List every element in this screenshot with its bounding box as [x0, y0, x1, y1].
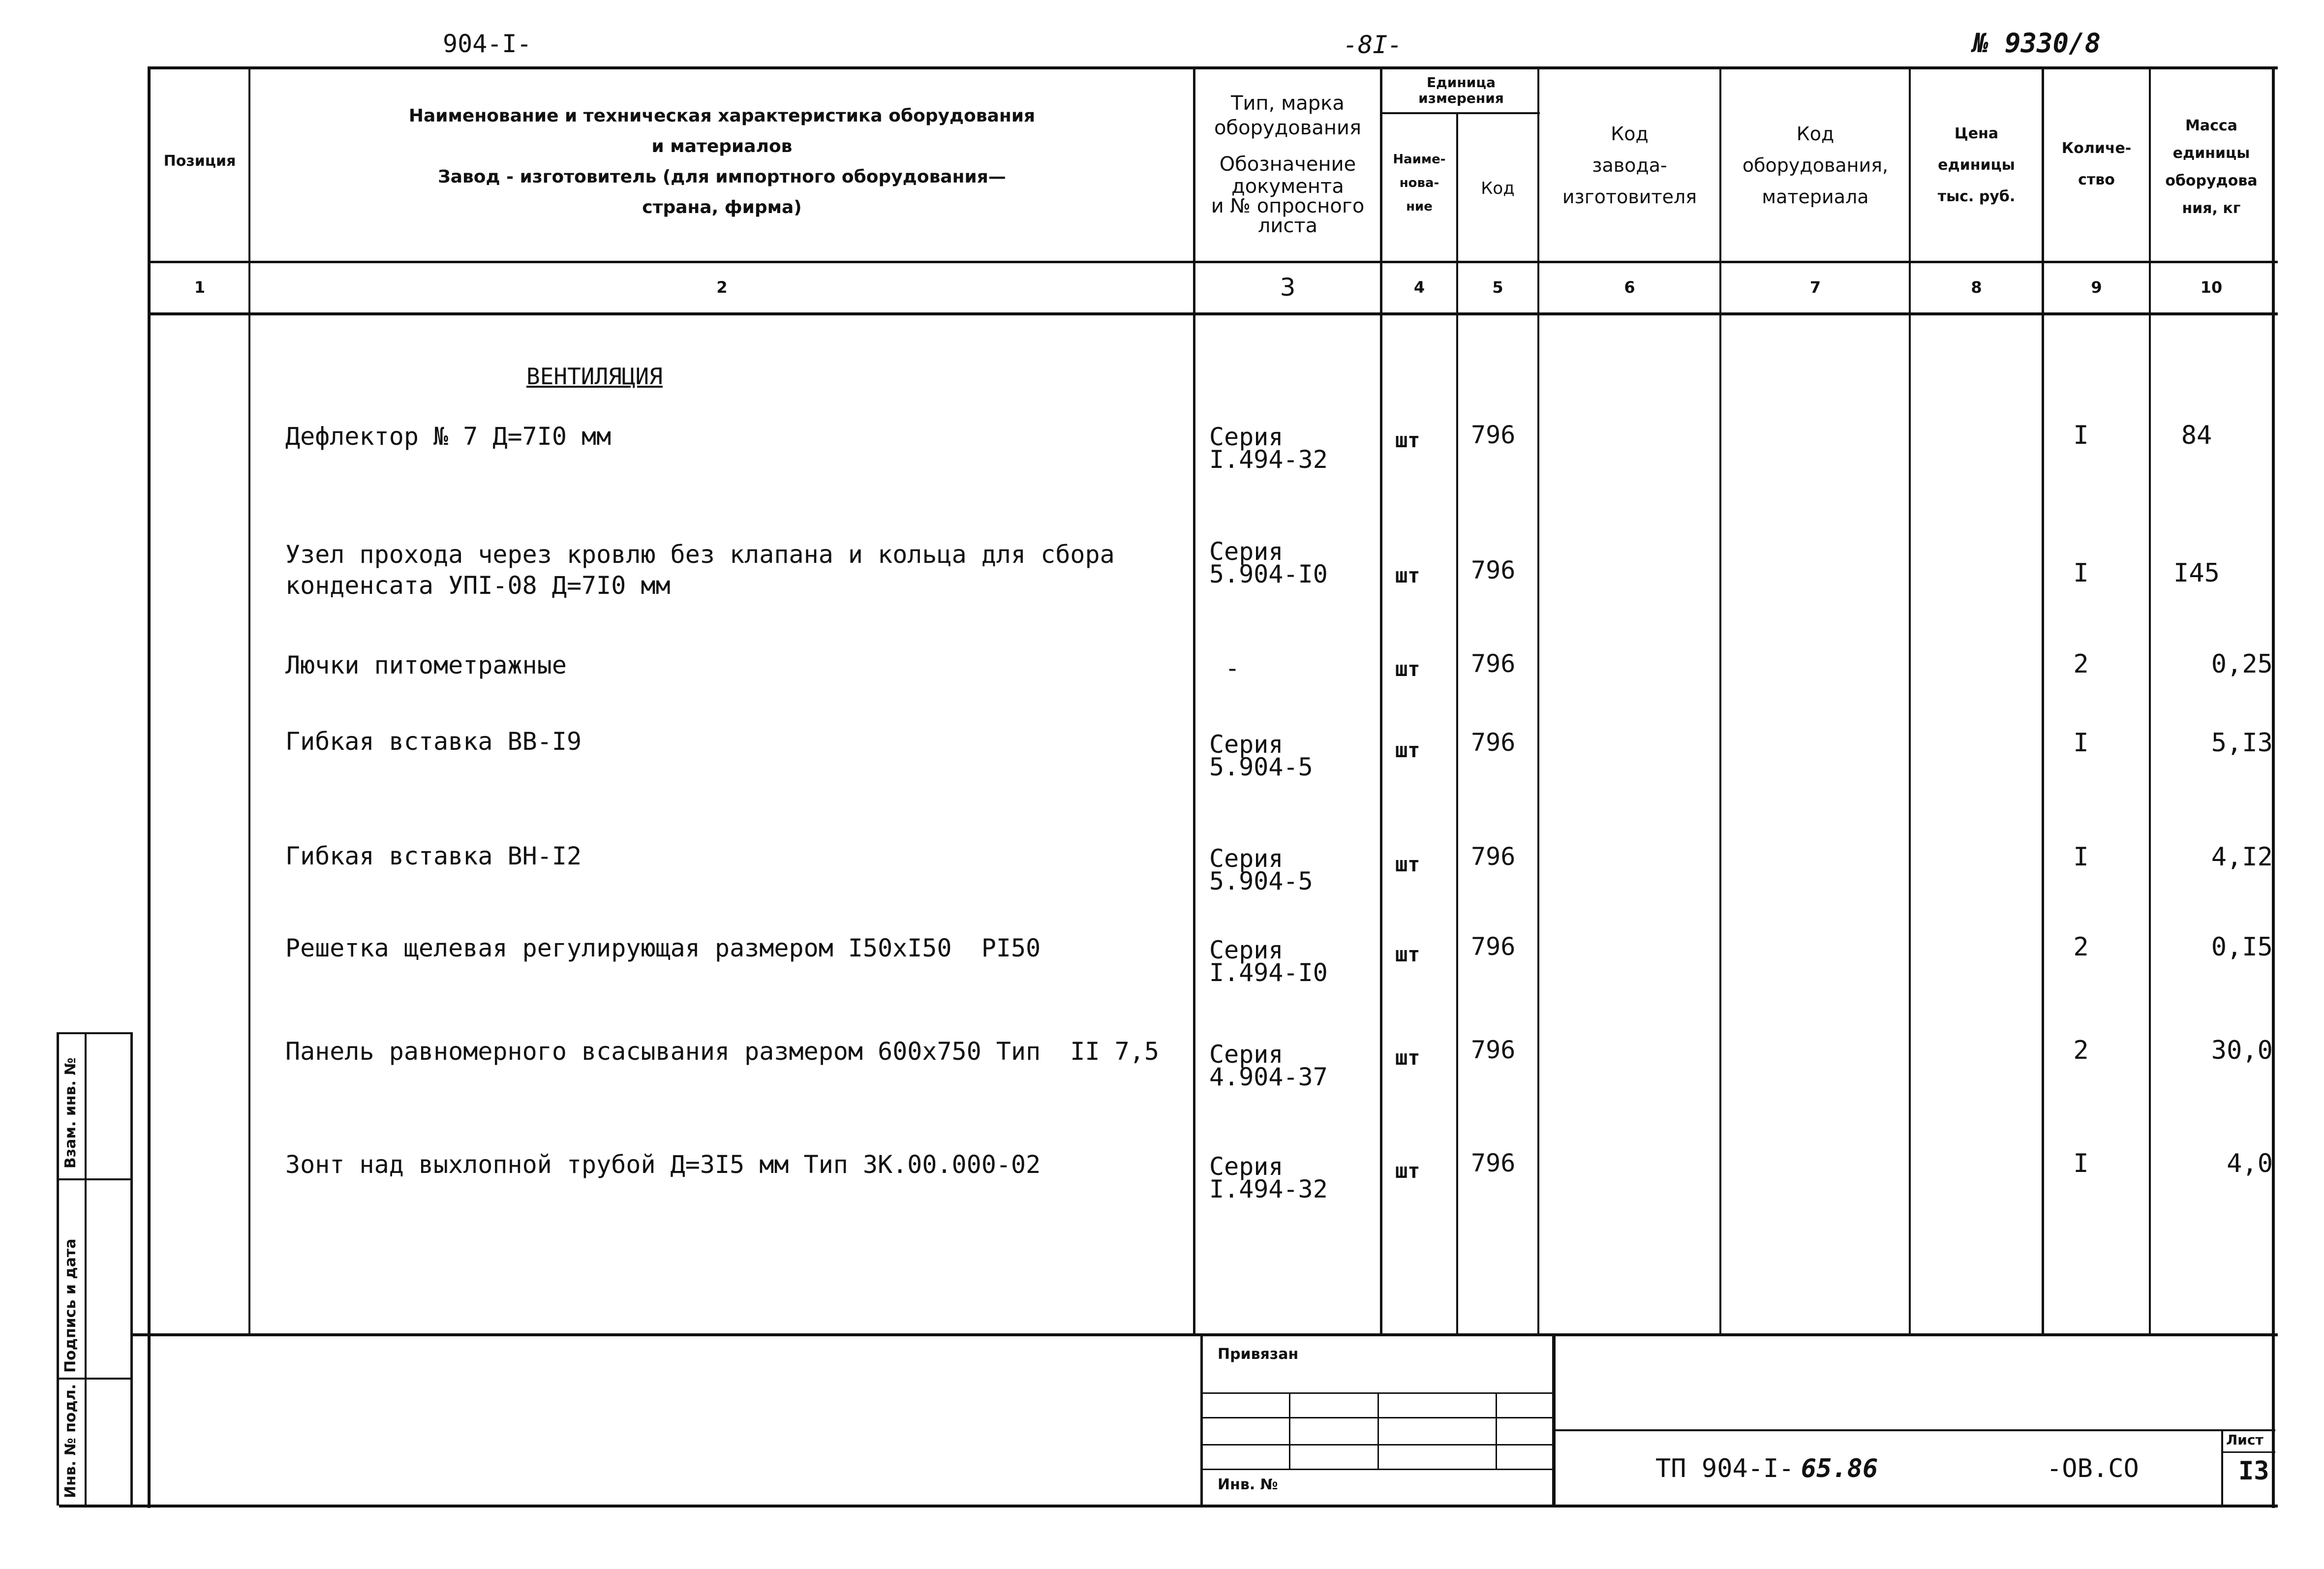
title-block-rule [1555, 1429, 2275, 1431]
row-4-doc-line-1: Серия [1209, 730, 1284, 759]
row-7-doc [1209, 1040, 1328, 1091]
row-8-mass: 4,0 [2227, 1149, 2273, 1178]
header-doc-line-3: и № опросного [1211, 195, 1365, 217]
row-8-doc-line-2: I.494-32 [1209, 1175, 1328, 1203]
row-5-code: 796 [1471, 842, 1516, 871]
header-doc-line-1: Обозначение [1219, 153, 1356, 176]
col-number-3: 3 [1280, 273, 1296, 302]
row-7-doc-line-1: Серия [1209, 1040, 1284, 1069]
col-divider-5 [1537, 66, 1539, 1333]
page-number: -8I- [1343, 31, 1403, 59]
row-2-mass: I45 [2173, 558, 2220, 588]
col-number-9: 9 [2091, 278, 2102, 297]
header-equip-line-3: материала [1762, 186, 1869, 208]
doc-code-print: ТП 904-I- [1655, 1454, 1794, 1483]
row-2-doc-line-2: 5.904-I0 [1209, 560, 1328, 588]
side-strip-top [57, 1032, 133, 1034]
sheet-number: I3 [2238, 1456, 2269, 1486]
sheet-label: Лист [2226, 1432, 2263, 1448]
row-4-name-line-1: Гибкая вставка ВВ-I9 [285, 727, 582, 756]
row-3-code: 796 [1471, 649, 1516, 678]
header-name [251, 101, 1193, 223]
header-type-line-2: оборудования [1214, 117, 1362, 139]
row-4-doc-line-2: 5.904-5 [1209, 753, 1313, 781]
row-7-mass: 30,0 [2211, 1036, 2273, 1065]
table-top-border [148, 66, 2278, 69]
col-number-7: 7 [1809, 278, 1821, 297]
row-1-name-line-1: Дефлектор № 7 Д=7I0 мм [285, 422, 612, 451]
col-divider-9 [2149, 66, 2151, 1333]
header-mass [2151, 112, 2272, 222]
row-1-doc-line-1: Серия [1209, 423, 1284, 451]
sheet-cell-rule [2221, 1451, 2275, 1453]
row-7-name-line-1: Панель равномерного всасывания размером 600х750 Тип II 7,5 [285, 1037, 1160, 1066]
side-strip-div-1 [57, 1178, 133, 1180]
row-8-doc-line-1: Серия [1209, 1152, 1284, 1181]
header-factory-line-1: Код [1611, 123, 1649, 145]
row-6-unit: шт [1395, 942, 1420, 966]
col-number-5: 5 [1492, 278, 1503, 297]
stamp-privyazan: Привязан [1218, 1346, 1299, 1363]
side-label-signature: Подпись и дата [62, 1238, 79, 1373]
row-2-quantity: I [2073, 558, 2089, 588]
row-7-doc-line-2: 4.904-37 [1209, 1063, 1328, 1091]
row-8-name-line-1: Зонт над выхлопной трубой Д=3I5 мм Тип ЗК.00.000-02 [285, 1150, 1041, 1179]
header-price-line-2: единицы [1938, 156, 2015, 174]
row-1-code: 796 [1471, 421, 1516, 449]
header-type [1195, 91, 1380, 236]
col-divider-3 [1380, 66, 1382, 1333]
col-number-1: 1 [194, 278, 206, 297]
header-unit-name-line-2: нова- [1399, 176, 1439, 190]
header-name-line-2: и материалов [651, 136, 793, 156]
row-3-doc-line-1: - [1225, 654, 1240, 682]
row-1-quantity: I [2073, 421, 2089, 450]
stamp-grid-h1 [1200, 1392, 1554, 1394]
header-name-line-1: Наименование и техническая характеристика оборудования [408, 106, 1036, 126]
row-4-quantity: I [2073, 728, 2089, 758]
sheet-cell-left [2221, 1429, 2223, 1506]
header-price-line-3: тыс. руб. [1937, 188, 2016, 205]
stamp-grid-v1 [1289, 1392, 1290, 1470]
row-2-doc-line-1: Серия [1209, 537, 1284, 566]
header-position: Позиция [163, 153, 236, 170]
row-2-name-line-1: Узел прохода через кровлю без клапана и кольца для сбора [285, 540, 1115, 569]
header-mass-line-3: оборудова [2165, 172, 2258, 189]
side-label-replacement: Взам. инв. № [62, 1057, 79, 1169]
colnum-rule [148, 312, 2278, 315]
section-title: ВЕНТИЛЯЦИЯ [526, 363, 663, 390]
row-4-code: 796 [1471, 728, 1516, 757]
header-unit-name-line-3: ние [1406, 199, 1433, 214]
footer-rule [133, 1333, 2278, 1336]
row-5-mass: 4,I2 [2211, 842, 2273, 872]
doc-code-handwritten: 65.86 [1801, 1454, 1878, 1483]
row-6-code: 796 [1471, 932, 1516, 961]
header-unit-name-line-1: Наиме- [1393, 152, 1446, 167]
doc-suffix: -ОВ.СО [2047, 1454, 2139, 1483]
header-unit-code: Код [1481, 179, 1515, 198]
header-mass-line-2: единицы [2172, 145, 2250, 162]
side-strip-left [57, 1033, 59, 1506]
row-5-doc-line-1: Серия [1209, 844, 1284, 873]
row-3-mass: 0,25 [2211, 649, 2273, 679]
stamp-left-border [1200, 1334, 1203, 1507]
col-divider-1 [248, 66, 250, 1333]
stamp-right-border [1552, 1334, 1556, 1507]
row-7-quantity: 2 [2073, 1036, 2089, 1065]
side-strip-mid [85, 1033, 87, 1506]
row-1-doc [1209, 423, 1328, 474]
row-3-name-line-1: Лючки питометражные [285, 651, 567, 679]
header-mass-line-4: ния, кг [2182, 200, 2241, 217]
table-right-border [2272, 66, 2275, 1508]
side-strip-right [130, 1033, 133, 1506]
row-5-unit: шт [1395, 852, 1420, 876]
header-type-line-1: Тип, марка [1231, 92, 1345, 115]
col-divider-7 [1909, 66, 1911, 1333]
side-label-inventory: Инв. № подл. [62, 1384, 79, 1498]
header-equip-line-2: оборудования, [1742, 154, 1889, 176]
row-6-quantity: 2 [2073, 932, 2089, 962]
row-6-doc [1209, 936, 1328, 987]
header-mass-line-1: Масса [2185, 117, 2237, 134]
unit-group-rule [1380, 112, 1540, 114]
col-divider-8 [2042, 66, 2044, 1333]
col-number-2: 2 [716, 278, 728, 297]
stamp-grid-h2 [1200, 1417, 1554, 1418]
row-5-doc [1209, 844, 1313, 895]
row-2-unit: шт [1395, 563, 1420, 587]
header-factory-line-3: изготовителя [1562, 186, 1697, 208]
row-8-code: 796 [1471, 1149, 1516, 1177]
row-2-name-line-2: конденсата УПI-08 Д=7I0 мм [285, 571, 671, 600]
header-unit-name [1382, 148, 1456, 218]
header-factory [1540, 118, 1719, 213]
row-6-mass: 0,I5 [2211, 932, 2273, 962]
row-7-code: 796 [1471, 1036, 1516, 1064]
row-8-quantity: I [2073, 1149, 2089, 1178]
header-name-line-4: страна, фирма) [642, 197, 802, 217]
stamp-inventory: Инв. № [1218, 1476, 1278, 1493]
col-divider-2 [1193, 66, 1195, 1333]
row-4-unit: шт [1395, 738, 1420, 762]
row-4-mass: 5,I3 [2211, 728, 2273, 758]
row-5-quantity: I [2073, 842, 2089, 872]
doc-code [1655, 1454, 1878, 1483]
header-qty-line-2: ство [2078, 171, 2115, 188]
header-quantity [2044, 133, 2149, 196]
header-doc-line-2: документа [1231, 175, 1344, 198]
row-5-name-line-1: Гибкая вставка ВН-I2 [285, 842, 582, 870]
document-number: № 9330/8 [1973, 28, 2101, 59]
row-3-doc [1225, 654, 1240, 682]
header-name-line-3: Завод - изготовитель (для импортного оборудования— [438, 167, 1006, 187]
row-4-doc [1209, 730, 1313, 781]
row-1-mass: 84 [2181, 421, 2212, 450]
stamp-grid-v3 [1496, 1392, 1497, 1470]
header-qty-line-1: Количе- [2061, 140, 2132, 157]
header-factory-line-2: завода- [1592, 154, 1667, 176]
side-strip-div-2 [57, 1378, 133, 1380]
row-8-unit: шт [1395, 1159, 1420, 1183]
header-unit-line-2: измерения [1418, 90, 1504, 106]
row-2-code: 796 [1471, 556, 1516, 585]
row-7-unit: шт [1395, 1046, 1420, 1070]
header-price-line-1: Цена [1954, 125, 1999, 142]
col-number-4: 4 [1413, 278, 1425, 297]
header-doc-line-4: листа [1257, 215, 1318, 237]
stamp-grid-h4 [1200, 1469, 1554, 1470]
header-price [1911, 118, 2042, 213]
stamp-grid-h3 [1200, 1444, 1554, 1446]
header-unit-line-1: Единица [1427, 74, 1496, 91]
row-5-doc-line-2: 5.904-5 [1209, 867, 1313, 895]
col-number-8: 8 [1971, 278, 1982, 297]
col-number-10: 10 [2200, 278, 2223, 297]
col-number-6: 6 [1624, 278, 1635, 297]
row-2-doc [1209, 537, 1328, 588]
row-3-unit: шт [1395, 657, 1420, 681]
row-3-quantity: 2 [2073, 649, 2089, 679]
row-1-unit: шт [1395, 428, 1420, 452]
header-equipment [1722, 118, 1909, 213]
table-bottom-border [59, 1505, 2278, 1507]
row-6-name-line-1: Решетка щелевая регулирующая размером I50хI50 PI50 [285, 934, 1041, 962]
stamp-grid-v2 [1377, 1392, 1379, 1470]
row-1-doc-line-2: I.494-32 [1209, 445, 1328, 474]
header-left: 904-I- [443, 30, 532, 58]
header-unit-group [1382, 75, 1540, 106]
header-rule [148, 261, 2278, 263]
header-equip-line-1: Код [1796, 123, 1835, 145]
row-6-doc-line-2: I.494-I0 [1209, 958, 1328, 987]
row-8-doc [1209, 1152, 1328, 1203]
row-6-doc-line-1: Серия [1209, 936, 1284, 964]
col-divider-6 [1719, 66, 1721, 1333]
